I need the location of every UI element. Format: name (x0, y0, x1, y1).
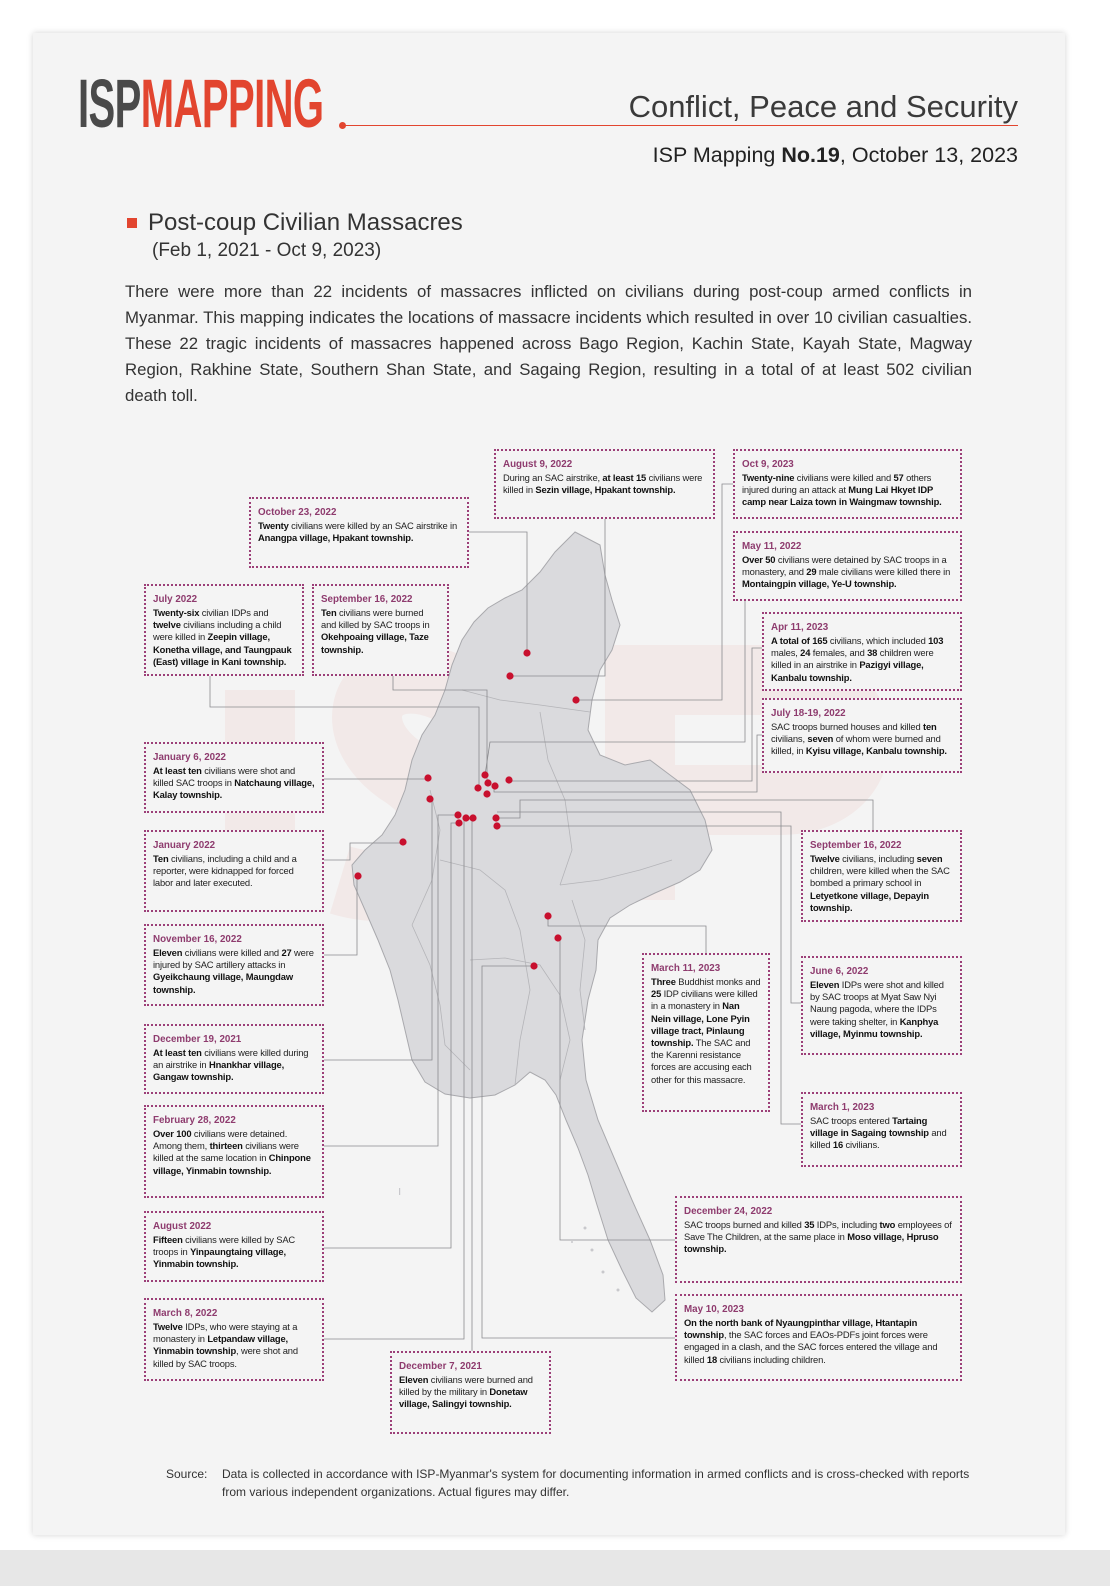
callout-text-emphasis: 16 (832, 1139, 844, 1151)
massacre-location-marker[interactable] (399, 838, 406, 845)
callout-date: February 28, 2022 (153, 1115, 236, 1126)
callout-date: March 1, 2023 (810, 1102, 875, 1113)
callout-description (810, 853, 953, 914)
massacre-location-marker[interactable] (469, 814, 476, 821)
callout-text-emphasis: Ten (153, 853, 169, 864)
callout-text: civilians were killed and (794, 472, 894, 483)
callout-text: civilians. (843, 1139, 880, 1151)
callout-text-emphasis: Kyisu village, Kanbalu township. (805, 745, 947, 757)
callout-text: civilians including children. (717, 1353, 826, 1365)
callout-date: March 11, 2023 (651, 963, 721, 974)
callout-text-emphasis: Eleven (153, 947, 183, 958)
callout-text: , were shot and killed by SAC troops. (153, 1345, 298, 1369)
callout-description (153, 947, 315, 996)
callout-text: employees of Save The Children, at the same place in (684, 1219, 952, 1243)
callout-text: of whom were burned and killed, in (771, 733, 941, 757)
callout-text-emphasis: Fifteen (153, 1234, 183, 1245)
callout-jun-6-2022 (801, 956, 962, 1055)
callout-jan-2022 (144, 830, 324, 912)
callout-date: December 7, 2021 (399, 1361, 482, 1372)
callout-text: , the SAC forces and EAOs-PDFs joint forces were engaged in a clash, and the SAC forces entered the village and killed (684, 1329, 938, 1365)
callout-text: civilians, including a child and a reporter, were kidnapped for forced labor and later executed. (153, 853, 297, 889)
island (602, 1271, 605, 1274)
callout-text: civilians were killed at the same location in (153, 1140, 299, 1164)
section-summary: There were more than 22 incidents of massacres inflicted on civilians during post-coup armed conflicts in Myanmar. This mapping indicates the locations of massacre incidents which resulted in over 10 civilian casualties. These 22 tragic incidents of massacres happened across Bago Region, Kachin State, Kayah State, Magway Region, Rakhine State, Southern Shan State, and Sagaing Region, resulting in a total of at least 502 civilian death toll. (125, 282, 972, 405)
callout-text: civilians were killed by SAC troops in (153, 1234, 296, 1258)
callout-oct-23-2022 (249, 497, 469, 568)
callout-description (810, 979, 953, 1040)
callout-date: August 2022 (153, 1221, 212, 1232)
callout-text: civilians were burned and killed by SAC troops in (321, 607, 430, 631)
callout-text: were injured by SAC artillery attacks in (153, 947, 314, 971)
callout-text-emphasis: seven (916, 853, 943, 864)
callout-text-emphasis: On the north bank of Nyaungpinthar village, Htantapin township (684, 1317, 918, 1341)
callout-description (399, 1374, 542, 1411)
callout-description (153, 765, 315, 802)
callout-sep-16-2022-depayin (801, 830, 962, 922)
callout-text-emphasis: 38 (867, 647, 878, 659)
callout-text-emphasis: Mung Lai Hkyet IDP camp near Laiza town in Waingmaw township. (742, 484, 942, 508)
massacre-location-marker[interactable] (523, 649, 530, 656)
callout-may-10-2023 (675, 1294, 962, 1381)
callout-mar-11-2023 (642, 953, 770, 1112)
callout-description (258, 520, 460, 544)
callout-date: July 2022 (153, 594, 198, 605)
callout-description (684, 1317, 953, 1366)
callout-date: August 9, 2022 (503, 459, 573, 470)
callout-aug-2022 (144, 1211, 324, 1282)
callout-text: SAC troops entered (810, 1115, 893, 1126)
callout-text-emphasis: Ten (321, 607, 337, 618)
callout-text: The SAC and the Karenni resistance forces are accusing each other for this massacre. (651, 1037, 752, 1085)
callout-jan-6-2022 (144, 742, 324, 813)
massacre-location-marker[interactable] (483, 790, 490, 797)
massacre-location-marker[interactable] (491, 782, 498, 789)
massacre-location-marker[interactable] (572, 696, 579, 703)
callout-description (742, 554, 953, 591)
callout-text-emphasis: twelve (153, 619, 181, 631)
massacre-location-marker[interactable] (424, 774, 431, 781)
massacre-location-marker[interactable] (481, 771, 488, 778)
callout-text-emphasis: Twenty (258, 520, 289, 531)
callout-text: females, and (810, 647, 868, 659)
section-title: Post-coup Civilian Massacres (148, 209, 463, 236)
issue-prefix: ISP Mapping (652, 143, 782, 167)
callout-text: SAC troops burned and killed (684, 1219, 805, 1230)
callout-text: male civilians were killed there in (816, 566, 951, 578)
massacre-location-marker[interactable] (554, 934, 561, 941)
callout-text-emphasis: Over 100 (153, 1128, 192, 1139)
callout-text-emphasis: 27 (281, 947, 292, 958)
callout-text: others injured during an attack at (742, 472, 932, 496)
callout-text-emphasis: 35 (804, 1219, 815, 1230)
callout-text-emphasis: At least ten (153, 765, 202, 776)
callout-text: and killed (810, 1127, 947, 1151)
callout-text: IDPs, who were staying at a monastery in (153, 1321, 298, 1345)
callout-date: November 16, 2022 (153, 934, 242, 945)
callout-text-emphasis: Twelve (153, 1321, 183, 1332)
callout-text-emphasis: Over 50 (742, 554, 776, 565)
callout-oct-9-2023 (733, 449, 962, 519)
callout-date: December 19, 2021 (153, 1034, 242, 1045)
logo-mapping: MAPPING (140, 65, 324, 142)
callout-text-emphasis: 57 (893, 472, 904, 483)
callout-feb-28-2022 (144, 1105, 324, 1198)
callout-text: children were killed in an airstrike in (771, 647, 934, 671)
massacre-location-marker[interactable] (492, 814, 499, 821)
callout-sep-16-2022-taze (312, 584, 449, 676)
callout-text-emphasis: Natchaung village, Kalay township. (153, 777, 315, 801)
callout-text-emphasis: Eleven (810, 979, 840, 990)
island (591, 1249, 594, 1252)
massacre-location-marker[interactable] (474, 784, 481, 791)
callout-text-emphasis: Twenty-nine (742, 472, 795, 483)
callout-text-emphasis: 29 (806, 566, 817, 578)
callout-text: IDPs, including (814, 1219, 880, 1230)
callout-date: Oct 9, 2023 (742, 459, 794, 470)
callout-text-emphasis: Three (651, 976, 676, 987)
callout-text-emphasis: Pazigyi village, Kanbalu township. (771, 659, 924, 683)
callout-may-11-2022 (733, 531, 962, 601)
logo-isp: ISP (78, 65, 141, 142)
callout-date: October 23, 2022 (258, 507, 337, 518)
callout-description (153, 853, 315, 890)
callout-mar-8-2022 (144, 1298, 324, 1381)
callout-text: civilians were killed during an airstrike in (153, 1047, 309, 1071)
callout-date: Apr 11, 2023 (771, 622, 829, 633)
callout-description (771, 635, 953, 684)
callout-date: May 11, 2022 (742, 541, 802, 552)
callout-description (771, 721, 953, 758)
island (617, 1289, 620, 1292)
callout-text-emphasis: Anangpa village, Hpakant township. (258, 532, 414, 544)
issue-date: , October 13, 2023 (839, 143, 1018, 167)
callout-text-emphasis: Sezin village, Hpakant township. (535, 484, 676, 496)
callout-mar-1-2023 (801, 1092, 962, 1167)
callout-date: June 6, 2022 (810, 966, 869, 977)
callout-text: IDP civilians were killed in a monastery in (651, 988, 758, 1012)
issue-number: No.19 (781, 143, 840, 167)
callout-july-18-19-2022 (762, 698, 962, 773)
callout-text-emphasis: Montaingpin village, Ye-U township. (742, 578, 897, 590)
callout-text-emphasis: Twenty-six (153, 607, 200, 618)
callout-text-emphasis: Moso village, Hpruso township. (684, 1231, 939, 1255)
section-period: (Feb 1, 2021 - Oct 9, 2023) (152, 240, 382, 261)
callout-text-emphasis: Tartaing village in Sagaing township (810, 1115, 929, 1139)
massacre-location-marker[interactable] (454, 811, 461, 818)
callout-text-emphasis: Hnankhar village, Gangaw township. (153, 1059, 285, 1083)
callout-text: civilians, (771, 733, 808, 745)
callout-date: September 16, 2022 (810, 840, 902, 851)
callout-text-emphasis: thirteen (209, 1140, 243, 1152)
callout-text-emphasis: 103 (928, 635, 944, 646)
callout-text: civilians were killed and (182, 947, 282, 958)
callout-text-emphasis: 18 (706, 1353, 718, 1365)
callout-date: July 18-19, 2022 (771, 708, 846, 719)
callout-text-emphasis: At least ten (153, 1047, 202, 1058)
callout-dec-24-2022 (675, 1196, 962, 1283)
callout-text-emphasis: Eleven (399, 1374, 429, 1385)
massacre-location-marker[interactable] (462, 814, 469, 821)
callout-text: civilians including a child were killed in (153, 619, 282, 643)
callout-description (153, 1047, 315, 1084)
callout-text: civilians, including (839, 853, 917, 864)
callout-description (153, 1128, 315, 1177)
massacre-location-marker[interactable] (530, 962, 537, 969)
callout-text: civilians were detained by SAC troops in a monastery, and (742, 554, 947, 578)
callout-text: civilians were shot and killed SAC troops in (153, 765, 296, 789)
massacre-location-marker[interactable] (426, 795, 433, 802)
callout-text-emphasis: Zeepin village, Konetha village, and Taungpauk (East) village in Kani township. (153, 631, 292, 667)
callout-date: March 8, 2022 (153, 1308, 218, 1319)
callout-text: children, were killed when the SAC bombed a primary school in (810, 865, 950, 889)
callout-text: civilians were burned and killed by the military in (399, 1374, 533, 1398)
callout-description (321, 607, 440, 656)
callout-text-emphasis: Nan Nein village, Lone Pyin village tract, Pinlaung township. (651, 1000, 750, 1049)
callout-text-emphasis: 24 (800, 647, 811, 659)
callout-text-emphasis: Letyetkone village, Depayin township. (810, 889, 929, 913)
callout-text-emphasis: A total of 165 (771, 635, 828, 646)
callout-aug-9-2022 (494, 449, 715, 519)
callout-description (651, 976, 761, 1086)
island (571, 1241, 573, 1243)
callout-date: September 16, 2022 (321, 594, 413, 605)
massacre-location-marker[interactable] (544, 912, 551, 919)
callout-apr-11-2023 (762, 612, 962, 691)
callout-nov-16-2022 (144, 924, 324, 1006)
callout-text: During an SAC airstrike, (503, 472, 603, 483)
callout-text-emphasis: 25 (651, 988, 662, 1000)
source-text: Data is collected in accordance with ISP-Myanmar's system for documenting information in armed conflicts and is cross-checked with reports from various independent organizations. Actual figures may differ. (222, 1467, 970, 1499)
island (399, 1188, 400, 1195)
callout-text: civilians were detained. Among them, (153, 1128, 288, 1152)
callout-text-emphasis: Letpandaw village, Yinmabin township (153, 1333, 288, 1357)
massacre-location-marker[interactable] (455, 819, 462, 826)
callout-description (742, 472, 953, 509)
island (584, 1227, 587, 1230)
callout-date: January 2022 (153, 840, 216, 851)
callout-description (810, 1115, 953, 1152)
massacre-location-marker[interactable] (493, 822, 500, 829)
callout-text: SAC troops burned houses and killed (771, 721, 923, 732)
callout-text: civilian IDPs and (199, 607, 269, 618)
massacre-location-marker[interactable] (484, 779, 491, 786)
source-label: Source: (166, 1467, 208, 1481)
callout-text-emphasis: Okehpoaing village, Taze township. (321, 631, 429, 655)
callout-text-emphasis: ten (923, 721, 937, 732)
callout-july-2022 (144, 584, 304, 676)
callout-text-emphasis: Kanphya village, Myinmu township. (810, 1015, 939, 1039)
callout-text-emphasis: seven (807, 733, 834, 745)
callout-text: civilians were killed in (503, 472, 703, 496)
callout-text: civilians, which included (827, 635, 929, 646)
callout-text-emphasis: two (879, 1219, 896, 1230)
callout-text-emphasis: Donetaw village, Salingyi township. (399, 1386, 528, 1410)
tagline: Conflict, Peace and Security (628, 89, 1018, 124)
callout-date: December 24, 2022 (684, 1206, 773, 1217)
callout-text-emphasis: at least 15 (602, 472, 647, 483)
callout-text: civilians were killed by an SAC airstrike in (288, 520, 458, 531)
massacre-location-marker[interactable] (505, 776, 512, 783)
callout-description (153, 607, 295, 668)
callout-description (153, 1234, 315, 1271)
callout-date: January 6, 2022 (153, 752, 226, 763)
massacre-location-marker[interactable] (506, 672, 513, 679)
callout-text-emphasis: Chinpone village, Yinmabin township. (153, 1152, 311, 1176)
callout-dec-19-2021 (144, 1024, 324, 1094)
callout-text: IDPs were shot and killed by SAC troops at Myat Saw Nyi Naung pagoda, where the IDPs were taking shelter, in (810, 979, 944, 1027)
callout-description (684, 1219, 953, 1256)
callout-dec-7-2021 (390, 1351, 551, 1434)
callout-text-emphasis: Yinpaungtaing village, Yinmabin township. (153, 1246, 286, 1270)
callout-description (503, 472, 706, 496)
callout-text: males, (771, 647, 801, 659)
callout-date: May 10, 2023 (684, 1304, 744, 1315)
callout-text: Buddhist monks and (675, 976, 761, 987)
callout-description (153, 1321, 315, 1370)
callout-text-emphasis: Gyeikchaung village, Maungdaw township. (153, 971, 293, 995)
massacre-location-marker[interactable] (354, 872, 361, 879)
callout-text-emphasis: Twelve (810, 853, 840, 864)
